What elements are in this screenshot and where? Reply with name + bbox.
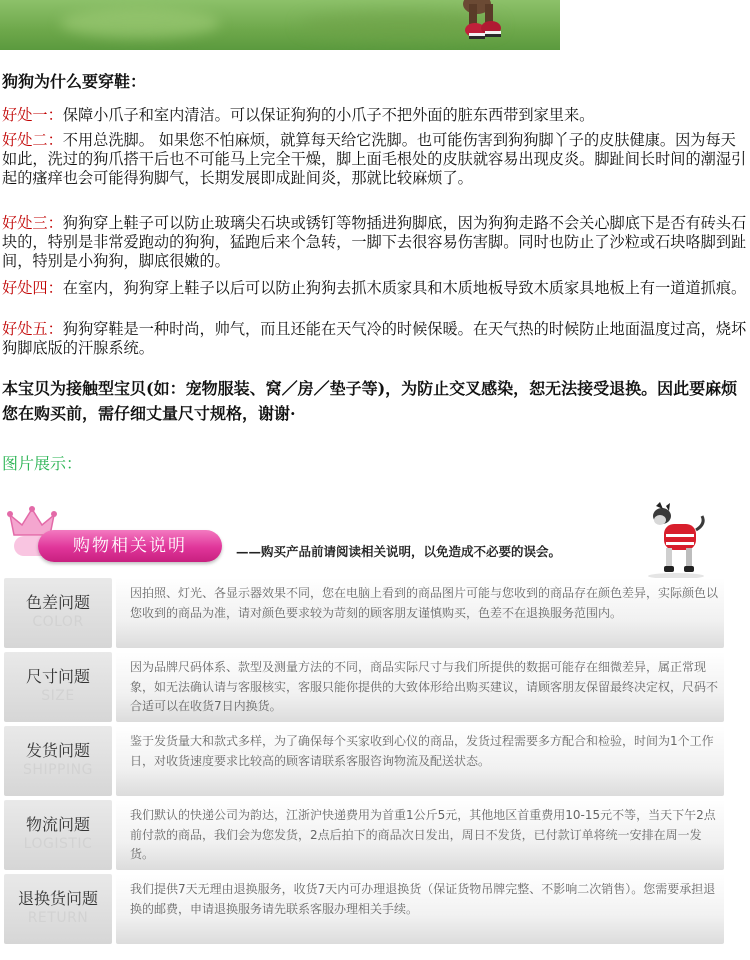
benefit-5 [2,320,747,358]
benefit-text: 保障小爪子和室内清洁。可以保证狗狗的小爪子不把外面的脏东西带到家里来。 [62,106,595,124]
table-row [4,578,724,648]
row-subtitle: SIZE [41,688,75,704]
return-notice: 本宝贝为接触型宝贝(如：宠物服装、窝／房／垫子等)，为防止交叉感染，恕无法接受退换。因此要麻烦您在购买前，需仔细丈量尺寸规格，谢谢· [2,379,738,423]
benefit-3 [2,214,747,272]
row-subtitle: LOGISTIC [23,836,93,852]
row-title: 色差问题 [25,593,90,612]
row-text: 因为品牌尺码体系、款型及测量方法的不同，商品实际尺寸与我们所提供的数据可能存在细微差异，属正常现象，如无法确认请与客服核实，客服只能你提供的大致体形给出购买建议，请顾客朋友保留最终决定权，尺码不合适可以在收货7日内换货。 [130,660,719,713]
row-subtitle: SHIPPING [23,762,93,778]
dog-shoes-image [455,0,525,48]
section-heading: 狗狗为什么要穿鞋： [2,72,147,91]
row-subtitle: COLOR [32,614,84,630]
shopping-info-badge: 购物相关说明 [38,530,222,562]
dog-image [636,500,716,580]
benefit-text: 狗狗穿上鞋子可以防止玻璃尖石块或锈钉等物插进狗脚底，因为狗狗走路不会关心脚底下是否有砖头石块的，特别是非常爱跑动的狗狗，猛跑后来个急转，一脚下去很容易伤害脚。同时也防止了沙粒或石块咯脚到趾间，特别是小狗狗，脚底很嫩的。 [2,214,747,271]
benefit-label: 好处一： [2,106,63,124]
benefit-label: 好处三： [2,214,63,232]
table-row [4,652,724,722]
top-dog-photo [0,0,560,50]
row-title: 尺寸问题 [25,667,90,686]
row-text: 鉴于发货量大和款式多样，为了确保每个买家收到心仪的商品，发货过程需要多方配合和检验，时间为1个工作日，对收货速度要求比较高的顾客请联系客服咨询物流及配送状态。 [130,734,714,768]
row-subtitle: RETURN [27,910,89,926]
benefit-label: 好处五： [2,320,63,338]
row-title: 退换货问题 [17,889,98,908]
benefit-label: 好处四： [2,279,63,297]
row-text: 我们提供7天无理由退换服务，收货7天内可办理退换货（保证货物吊牌完整、不影响二次销售）。您需要承担退换的邮费，申请退换服务请先联系客服办理相关手续。 [130,882,716,916]
table-row [4,800,724,870]
row-title: 发货问题 [25,741,90,760]
benefit-label: 好处二： [2,131,63,149]
row-text: 因拍照、灯光、各显示器效果不同，您在电脑上看到的商品图片可能与您收到的商品存在颜色差异，实际颜色以您收到的商品为准，请对颜色要求较为苛刻的顾客朋友谨慎购买，色差不在退换服务范围内。 [130,586,719,620]
benefit-1 [2,106,747,125]
gallery-label: 图片展示： [2,454,83,473]
row-title: 物流问题 [25,815,90,834]
benefit-2 [2,131,747,189]
benefit-text: 不用总洗脚。 如果您不怕麻烦，就算每天给它洗脚。也可能伤害到狗狗脚丫子的皮肤健康。因为每天如此，洗过的狗爪搭干后也不可能马上完全干燥，脚上面毛根处的皮肤就容易出现皮炎。脚趾间长时间的潮湿引起的瘙痒也会可能得狗脚气，长期发展即成趾间炎，那就比较麻烦了。 [2,131,747,188]
table-row [4,874,724,944]
banner-note: ——购买产品前请阅读相关说明，以免造成不必要的误会。 [236,544,562,559]
table-row [4,726,724,796]
row-text: 我们默认的快递公司为韵达，江浙沪快递费用为首重1公斤5元，其他地区首重费用10-15元不等，当天下午2点前付款的商品，我们会为您发货，2点后拍下的商品次日发出，周日不发货，已付款订单将统一安排在周一发货。 [130,808,716,861]
benefit-text: 狗狗穿鞋是一种时尚，帅气，而且还能在天气冷的时候保暖。在天气热的时候防止地面温度过高，烧坏狗脚底版的汗腺系统。 [2,320,747,358]
benefit-4 [2,279,747,298]
benefit-text: 在室内，狗狗穿上鞋子以后可以防止狗狗去抓木质家具和木质地板导致木质家具地板上有一道道抓痕。 [62,279,747,297]
